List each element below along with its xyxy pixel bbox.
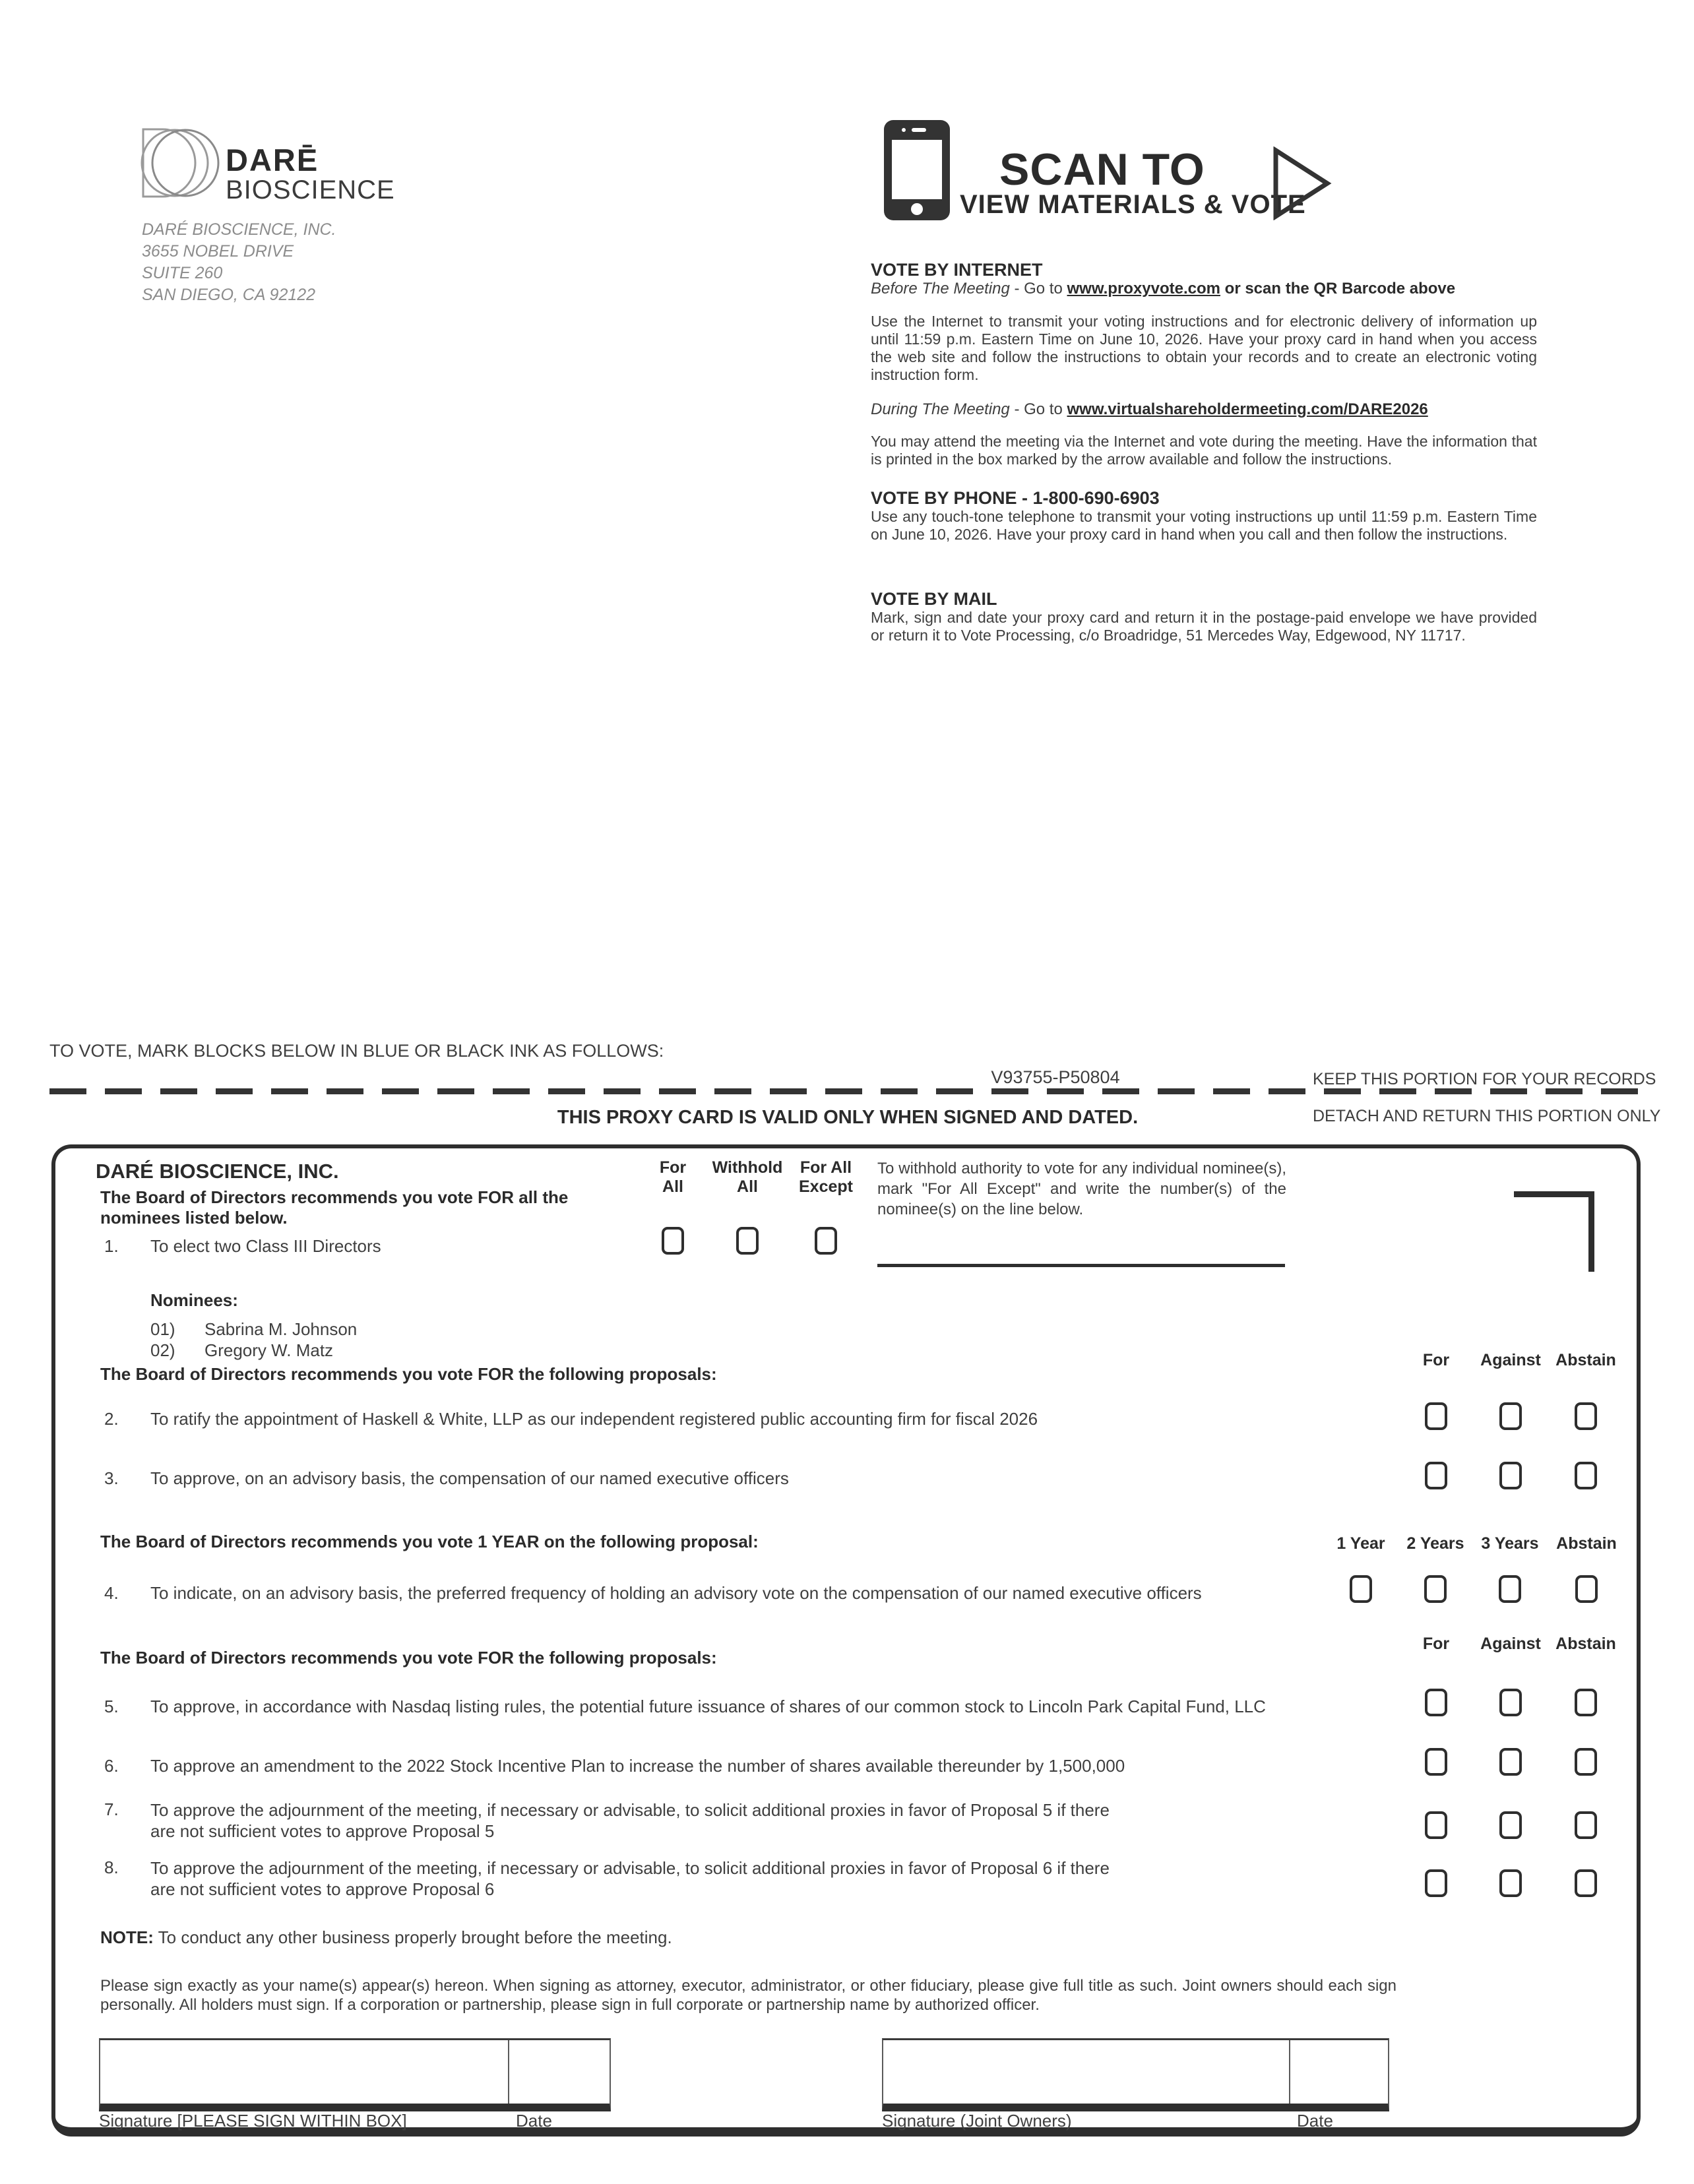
signature-box-joint[interactable] [882, 2038, 1389, 2111]
proposal4-number: 4. [104, 1583, 119, 1603]
p7-for-checkbox[interactable] [1425, 1811, 1447, 1839]
vote-by-internet-heading: VOTE BY INTERNET [871, 260, 1043, 280]
sec3-col-3years: 3 Years [1481, 1534, 1539, 1553]
before-meeting-line [871, 280, 1537, 298]
internet-instructions: Use the Internet to transmit your voting instructions and for electronic delivery of information up until 11:59 p.m. Eastern Time on June 10, 2026. Have your proxy card in hand when you access the web site and follow the instructions to obtain your records and to create an electronic voting instruction form. [871, 313, 1537, 383]
signature-primary-date-label: Date [516, 2111, 552, 2131]
nominee2-name: Gregory W. Matz [204, 1340, 334, 1360]
proposal2-text: To ratify the appointment of Haskell & White, LLP as our independent registered public accounting firm for fiscal 2026 [150, 1409, 1038, 1429]
p8-abstain-checkbox[interactable] [1575, 1869, 1597, 1897]
signature-primary-label: Signature [PLEASE SIGN WITHIN BOX] [99, 2111, 407, 2131]
nominee1-name: Sabrina M. Johnson [204, 1319, 358, 1339]
col-withhold-all-line1: Withhold [712, 1158, 783, 1177]
sec3-col-abstain: Abstain [1556, 1534, 1617, 1553]
signature-joint-date-label: Date [1297, 2111, 1333, 2131]
keep-portion-notice: KEEP THIS PORTION FOR YOUR RECORDS [1313, 1070, 1656, 1088]
p6-against-checkbox[interactable] [1499, 1748, 1522, 1776]
valid-when-signed-notice: THIS PROXY CARD IS VALID ONLY WHEN SIGNED AND DATED. [557, 1107, 1139, 1128]
detach-perforation-line [49, 1088, 1641, 1094]
vote-by-phone-heading: VOTE BY PHONE - 1-800-690-6903 [871, 488, 1160, 508]
signature-box-primary[interactable] [99, 2038, 611, 2111]
sec4-col-for: For [1422, 1635, 1450, 1653]
corner-bracket-icon [1514, 1191, 1594, 1197]
before-meeting-goto: - Go to [1009, 280, 1067, 297]
proposal1-text: To elect two Class III Directors [150, 1236, 381, 1256]
nominee1-number: 01) [150, 1319, 175, 1339]
sec2-recommendation: The Board of Directors recommends you vote FOR the following proposals: [100, 1364, 717, 1384]
p2-against-checkbox[interactable] [1499, 1402, 1522, 1430]
note-label: NOTE: [100, 1927, 154, 1947]
signature-date-divider [508, 2040, 509, 2104]
sec3-recommendation: The Board of Directors recommends you vote 1 YEAR on the following proposal: [100, 1532, 759, 1551]
address-line: SAN DIEGO, CA 92122 [142, 286, 316, 304]
proxyvote-link[interactable]: www.proxyvote.com [1067, 280, 1220, 297]
col-withhold-all-line2: All [737, 1177, 758, 1196]
p3-for-checkbox[interactable] [1425, 1462, 1447, 1489]
p6-abstain-checkbox[interactable] [1575, 1748, 1597, 1776]
during-meeting-line [871, 400, 1537, 419]
company-address [142, 219, 336, 306]
proposal6-number: 6. [104, 1756, 119, 1776]
p6-for-checkbox[interactable] [1425, 1748, 1447, 1776]
detach-return-notice: DETACH AND RETURN THIS PORTION ONLY [1313, 1107, 1661, 1125]
p5-for-checkbox[interactable] [1425, 1689, 1447, 1716]
vote-by-mail-heading: VOTE BY MAIL [871, 589, 997, 609]
p8-for-checkbox[interactable] [1425, 1869, 1447, 1897]
p2-abstain-checkbox[interactable] [1575, 1402, 1597, 1430]
sec3-col-2years: 2 Years [1406, 1534, 1464, 1553]
smartphone-icon [884, 120, 950, 220]
p8-against-checkbox[interactable] [1499, 1869, 1522, 1897]
nominee2-number: 02) [150, 1340, 175, 1360]
virtual-meeting-link[interactable]: www.virtualshareholdermeeting.com/DARE2026 [1067, 400, 1428, 418]
col-for-all-except [799, 1158, 853, 1197]
address-line: SUITE 260 [142, 264, 223, 282]
brand-word-2: BIOSCIENCE [226, 175, 395, 204]
for-all-except-writein-line[interactable] [877, 1264, 1285, 1267]
mark-blocks-instruction: TO VOTE, MARK BLOCKS BELOW IN BLUE OR BLACK INK AS FOLLOWS: [49, 1041, 664, 1061]
proposal2-number: 2. [104, 1409, 119, 1429]
col-for-all [660, 1158, 686, 1197]
sign-instructions: Please sign exactly as your name(s) appear(s) hereon. When signing as attorney, executor, administrator, or other fiduciary, please give full title as such. Joint owners should each sign personally. All holders must sign. If a corporation or partnership, please sign in full corporate or partnership name by authorized officer. [100, 1977, 1396, 2014]
control-number: V93755-P50804 [991, 1067, 1120, 1087]
proposal3-text: To approve, on an advisory basis, the compensation of our named executive officers [150, 1468, 789, 1488]
sec2-col-against: Against [1480, 1351, 1541, 1369]
before-meeting-tail: or scan the QR Barcode above [1220, 280, 1456, 297]
col-for-all-line2: All [662, 1177, 683, 1196]
proposal4-text: To indicate, on an advisory basis, the preferred frequency of holding an advisory vote on the compensation of our named executive officers [150, 1583, 1202, 1603]
proposal7-number: 7. [104, 1799, 119, 1819]
arrow-right-icon [1272, 146, 1333, 220]
proposal8-number: 8. [104, 1857, 119, 1877]
meeting-attendance-instructions: You may attend the meeting via the Internet and vote during the meeting. Have the information that is printed in the box marked by the arrow available and follow the instructions. [871, 433, 1537, 468]
p4-3years-checkbox[interactable] [1499, 1575, 1521, 1603]
p5-abstain-checkbox[interactable] [1575, 1689, 1597, 1716]
proposal8-text: To approve the adjournment of the meeting, if necessary or advisable, to solicit additional proxies in favor of Proposal 6 if there are not sufficient votes to approve Proposal 6 [150, 1858, 1110, 1899]
sec4-col-against: Against [1480, 1635, 1541, 1653]
phone-instructions: Use any touch-tone telephone to transmit your voting instructions up until 11:59 p.m. Eastern Time on June 10, 2026. Have your proxy card in hand when you call and then follow the instructions. [871, 508, 1537, 543]
sec2-col-abstain: Abstain [1555, 1351, 1616, 1369]
during-meeting-label: During The Meeting [871, 400, 1010, 418]
p7-abstain-checkbox[interactable] [1575, 1811, 1597, 1839]
brand-word-1: DARĒ [226, 142, 319, 177]
p4-2years-checkbox[interactable] [1424, 1575, 1447, 1603]
proposal6-text: To approve an amendment to the 2022 Stock Incentive Plan to increase the number of shares available thereunder by 1,500,000 [150, 1756, 1125, 1776]
p3-abstain-checkbox[interactable] [1575, 1462, 1597, 1489]
address-line: DARÉ BIOSCIENCE, INC. [142, 220, 336, 239]
proposal5-text: To approve, in accordance with Nasdaq listing rules, the potential future issuance of shares of our common stock to Lincoln Park Capital Fund, LLC [150, 1697, 1266, 1716]
before-meeting-label: Before The Meeting [871, 280, 1010, 297]
note-line [100, 1927, 672, 1948]
sec4-recommendation: The Board of Directors recommends you vote FOR the following proposals: [100, 1648, 717, 1668]
card-company-name: DARÉ BIOSCIENCE, INC. [96, 1160, 339, 1183]
p7-against-checkbox[interactable] [1499, 1811, 1522, 1839]
sec2-col-for: For [1422, 1351, 1450, 1369]
signature-date-divider [1289, 2040, 1290, 2104]
scan-to-title: SCAN TO [999, 144, 1205, 195]
p1-withhold-all-checkbox[interactable] [736, 1227, 759, 1255]
col-for-all-line1: For [659, 1158, 687, 1177]
corner-bracket-icon [1588, 1191, 1594, 1272]
during-meeting-goto: - Go to [1009, 400, 1067, 418]
sec3-col-1year: 1 Year [1336, 1534, 1385, 1553]
note-text: To conduct any other business properly brought before the meeting. [153, 1927, 672, 1947]
col-for-all-except-line2: Except [799, 1177, 853, 1196]
dare-logo-mark-icon [141, 127, 220, 199]
col-withhold-all [712, 1158, 783, 1197]
col-for-all-except-line1: For All [800, 1158, 852, 1177]
scan-to-subtitle: VIEW MATERIALS & VOTE [960, 190, 1306, 219]
withhold-authority-note: To withhold authority to vote for any individual nominee(s), mark "For All Except" and write the number(s) of the nominee(s) on the line below. [877, 1160, 1286, 1218]
mail-instructions: Mark, sign and date your proxy card and return it in the postage-paid envelope we have provided or return it to Vote Processing, c/o Broadridge, 51 Mercedes Way, Edgewood, NY 11717. [871, 609, 1537, 644]
p3-against-checkbox[interactable] [1499, 1462, 1522, 1489]
p4-1year-checkbox[interactable] [1350, 1575, 1372, 1603]
proposal1-number: 1. [104, 1236, 119, 1256]
sec1-recommendation: The Board of Directors recommends you vote FOR all the nominees listed below. [100, 1187, 569, 1228]
proposal5-number: 5. [104, 1697, 119, 1716]
p2-for-checkbox[interactable] [1425, 1402, 1447, 1430]
proposal7-text: To approve the adjournment of the meeting, if necessary or advisable, to solicit additional proxies in favor of Proposal 5 if there are not sufficient votes to approve Proposal 5 [150, 1800, 1110, 1841]
signature-joint-label: Signature (Joint Owners) [882, 2111, 1072, 2131]
sec4-col-abstain: Abstain [1555, 1635, 1616, 1653]
nominees-label: Nominees: [150, 1290, 238, 1310]
p5-against-checkbox[interactable] [1499, 1689, 1522, 1716]
proposal3-number: 3. [104, 1468, 119, 1488]
p1-for-all-except-checkbox[interactable] [815, 1227, 837, 1255]
address-line: 3655 NOBEL DRIVE [142, 242, 294, 261]
p4-abstain-checkbox[interactable] [1575, 1575, 1598, 1603]
p1-for-all-checkbox[interactable] [662, 1227, 684, 1255]
